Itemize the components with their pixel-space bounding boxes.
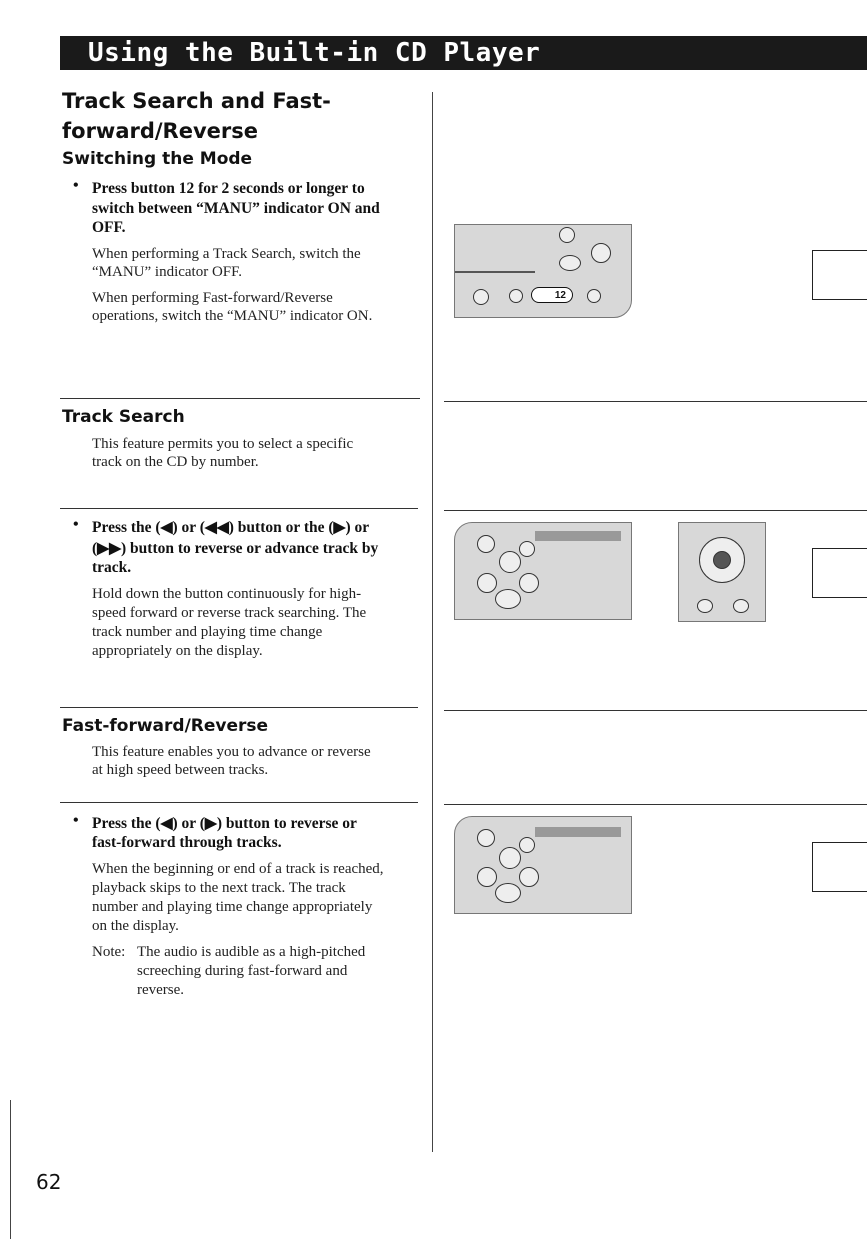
switching-para1-line: “MANU” indicator OFF. xyxy=(92,264,243,280)
section-divider xyxy=(60,398,420,399)
play-button-icon xyxy=(499,847,521,869)
bullet-icon: • xyxy=(73,516,79,533)
round-button-icon xyxy=(591,243,611,263)
display-indicator-box-1 xyxy=(812,250,867,300)
section-divider xyxy=(444,401,867,402)
section-divider xyxy=(444,710,867,711)
section-divider xyxy=(60,508,418,509)
round-button-icon xyxy=(519,837,535,853)
switching-heading: Switching the Mode xyxy=(62,149,253,169)
scan-margin-line xyxy=(10,1100,11,1239)
fast-forward-instruction-line: fast-forward through tracks. xyxy=(92,834,282,851)
button-row xyxy=(455,289,605,303)
play-button-icon xyxy=(499,551,521,573)
round-button-icon xyxy=(519,541,535,557)
fast-forward-body-line: When the beginning or end of a track is reached, xyxy=(92,861,384,877)
round-button-icon xyxy=(559,227,575,243)
bullet-icon: • xyxy=(73,812,79,829)
fast-forward-body-line: playback skips to the next track. The track xyxy=(92,880,346,896)
main-title-line2: forward/Reverse xyxy=(62,119,258,143)
fast-forward-heading: Fast-forward/Reverse xyxy=(62,716,269,736)
track-search-instruction-line: (▶▶) button to reverse or advance track by xyxy=(92,540,379,557)
remote-figure-4 xyxy=(454,816,632,914)
switching-instruction-line: Press button 12 for 2 seconds or longer to xyxy=(92,180,365,197)
switching-instruction-line: switch between “MANU” indicator ON and xyxy=(92,200,380,217)
display-panel xyxy=(535,827,621,837)
main-title-line1: Track Search and Fast- xyxy=(62,89,331,113)
switching-instruction-line: OFF. xyxy=(92,219,126,236)
track-search-instruction-line: Press the (◀) or (◀◀) button or the (▶) or xyxy=(92,519,370,536)
round-button-icon xyxy=(733,599,749,613)
track-search-body-line: Hold down the button continuously for high- xyxy=(92,586,362,602)
section-divider xyxy=(60,707,418,708)
fast-forward-intro-line: at high speed between tracks. xyxy=(92,762,269,778)
note-line: The audio is audible as a high-pitched xyxy=(137,944,366,960)
display-panel xyxy=(535,531,621,541)
round-button-icon xyxy=(587,289,601,303)
section-divider xyxy=(60,802,418,803)
switching-para2-line: operations, switch the “MANU” indicator ON. xyxy=(92,308,373,324)
track-search-intro-line: This feature permits you to select a specific xyxy=(92,436,354,452)
section-divider xyxy=(444,510,867,511)
track-search-instruction-line: track. xyxy=(92,559,132,576)
round-button-icon xyxy=(477,535,495,553)
remote-figure-2 xyxy=(454,522,632,620)
remote-figure-3 xyxy=(678,522,766,622)
track-search-body-line: appropriately on the display. xyxy=(92,643,263,659)
display-indicator-box-3 xyxy=(812,842,867,892)
page-header-title: Using the Built-in CD Player xyxy=(88,38,541,68)
round-button-icon xyxy=(559,255,581,271)
fast-forward-instruction-line: Press the (◀) or (▶) button to reverse or xyxy=(92,815,357,832)
switching-para2-line: When performing Fast-forward/Reverse xyxy=(92,290,333,306)
bullet-icon: • xyxy=(73,177,79,194)
center-button-icon xyxy=(713,551,731,569)
display-indicator-box-2 xyxy=(812,548,867,598)
track-search-heading: Track Search xyxy=(62,407,185,427)
fast-forward-body-line: on the display. xyxy=(92,918,179,934)
fast-forward-intro-line: This feature enables you to advance or reverse xyxy=(92,744,371,760)
switching-para1-line: When performing a Track Search, switch the xyxy=(92,246,361,262)
forward-button-icon xyxy=(519,573,539,593)
button-12-highlight xyxy=(531,287,573,303)
note-label: Note: xyxy=(92,944,126,960)
fast-forward-body-line: number and playing time change appropriately xyxy=(92,899,373,915)
round-button-icon xyxy=(697,599,713,613)
track-search-body-line: speed forward or reverse track searching. The xyxy=(92,605,367,621)
round-button-icon xyxy=(473,289,489,305)
display-panel xyxy=(455,271,535,273)
section-divider xyxy=(444,804,867,805)
round-button-icon xyxy=(495,883,521,903)
round-button-icon xyxy=(509,289,523,303)
round-button-icon xyxy=(495,589,521,609)
track-search-body-line: track number and playing time change xyxy=(92,624,323,640)
remote-figure-1 xyxy=(454,224,632,318)
track-search-intro-line: track on the CD by number. xyxy=(92,454,259,470)
reverse-button-icon xyxy=(477,573,497,593)
round-button-icon xyxy=(477,829,495,847)
forward-button-icon xyxy=(519,867,539,887)
column-divider xyxy=(432,92,433,1152)
reverse-button-icon xyxy=(477,867,497,887)
note-line: screeching during fast-forward and xyxy=(137,963,348,979)
note-line: reverse. xyxy=(137,982,185,998)
button-12-label: 12 xyxy=(554,290,566,301)
page-number: 62 xyxy=(36,1170,62,1194)
